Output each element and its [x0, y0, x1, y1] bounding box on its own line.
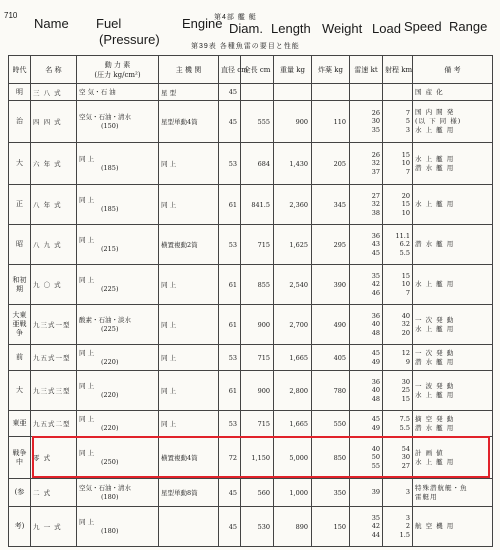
length-cell: 715 — [241, 411, 274, 437]
note-cell: 潜 水 艦 用 — [413, 225, 493, 265]
weight-cell: 1,625 — [274, 225, 312, 265]
name-cell: 八 九 式 — [31, 225, 77, 265]
speed-cell: 36 40 48 — [350, 371, 383, 411]
name-cell: 九 一 式 — [31, 507, 77, 547]
engine-cell — [159, 507, 219, 547]
engine-cell: 同 上 — [159, 185, 219, 225]
range-cell: 20 15 10 — [383, 185, 413, 225]
label-engine: Engine — [182, 16, 223, 31]
note-cell: 国 内 開 発 (以 下 同 様) 水 上 艦 用 — [413, 101, 493, 143]
range-cell: 54 30 27 — [383, 437, 413, 479]
engine-cell: 同 上 — [159, 345, 219, 371]
range-cell: 15 10 7 — [383, 143, 413, 185]
col-speed: 雷速 kt — [350, 56, 383, 84]
name-cell: 九三式三型 — [31, 371, 77, 411]
load-cell: 550 — [312, 411, 350, 437]
length-cell: 555 — [241, 101, 274, 143]
load-cell: 780 — [312, 371, 350, 411]
speed-cell: 27 32 38 — [350, 185, 383, 225]
weight-cell: 890 — [274, 507, 312, 547]
weight-cell — [274, 84, 312, 101]
note-cell: 水 上 艦 用 潜 水 艦 用 — [413, 143, 493, 185]
era-cell: 大 — [9, 143, 31, 185]
col-name: 名 称 — [31, 56, 77, 84]
speed-cell: 26 32 37 — [350, 143, 383, 185]
range-cell: 40 32 20 — [383, 305, 413, 345]
col-weight: 重量 kg — [274, 56, 312, 84]
name-cell: 九三式一型 — [31, 305, 77, 345]
table-row — [9, 101, 493, 143]
fuel-cell: 同 上 (250) — [77, 437, 159, 479]
col-length: 全長 cm — [241, 56, 274, 84]
speed-cell: 26 30 35 — [350, 101, 383, 143]
weight-cell: 1,665 — [274, 411, 312, 437]
label-weight: Weight — [322, 21, 363, 36]
length-cell: 841.5 — [241, 185, 274, 225]
era-cell: 大東亜戦争 — [9, 305, 31, 345]
range-cell: 15 10 7 — [383, 265, 413, 305]
note-cell: 国 産 化 — [413, 84, 493, 101]
table-row — [9, 411, 493, 437]
weight-cell: 5,000 — [274, 437, 312, 479]
load-cell: 405 — [312, 345, 350, 371]
weight-cell: 2,540 — [274, 265, 312, 305]
engine-cell: 同 上 — [159, 143, 219, 185]
era-cell: 和初期 — [9, 265, 31, 305]
fuel-cell: 同 上 (220) — [77, 345, 159, 371]
col-diam: 直径 cm — [219, 56, 241, 84]
col-engine: 主 機 関 — [159, 56, 219, 84]
length-cell: 684 — [241, 143, 274, 185]
fuel-cell: 同 上 (220) — [77, 411, 159, 437]
name-cell: 九五式一型 — [31, 345, 77, 371]
table-row — [9, 479, 493, 507]
fuel-cell: 空気・石油・清水 (150) — [77, 101, 159, 143]
label-range: Range — [449, 19, 488, 34]
era-cell: 昭 — [9, 225, 31, 265]
diam-cell: 45 — [219, 507, 241, 547]
table-row — [9, 185, 493, 225]
weight-cell: 2,700 — [274, 305, 312, 345]
speed-cell: 40 50 55 — [350, 437, 383, 479]
fuel-cell: 同 上 (225) — [77, 265, 159, 305]
load-cell: 205 — [312, 143, 350, 185]
range-cell: 7.5 5.5 — [383, 411, 413, 437]
table-row — [9, 507, 493, 547]
name-cell: 九 〇 式 — [31, 265, 77, 305]
weight-cell: 900 — [274, 101, 312, 143]
engine-cell: 同 上 — [159, 371, 219, 411]
engine-cell: 横置複動4筒 — [159, 437, 219, 479]
note-cell: 水 上 艦 用 — [413, 185, 493, 225]
note-cell: 航 空 機 用 — [413, 507, 493, 547]
table-row — [9, 305, 493, 345]
length-cell: 560 — [241, 479, 274, 507]
length-cell: 900 — [241, 371, 274, 411]
era-cell: (参 — [9, 479, 31, 507]
era-cell: 明 — [9, 84, 31, 101]
diam-cell: 45 — [219, 84, 241, 101]
fuel-cell: 同 上 (215) — [77, 225, 159, 265]
diam-cell: 61 — [219, 265, 241, 305]
engine-cell: 横置複動2筒 — [159, 225, 219, 265]
range-cell: 30 25 15 — [383, 371, 413, 411]
range-cell: 7 5 3 — [383, 101, 413, 143]
diam-cell: 61 — [219, 185, 241, 225]
fuel-cell: 空気・石油・清水 (180) — [77, 479, 159, 507]
era-cell: 東亜 — [9, 411, 31, 437]
length-cell: 715 — [241, 345, 274, 371]
note-cell: 一 次 発 動 水 上 艦 用 — [413, 305, 493, 345]
length-cell: 855 — [241, 265, 274, 305]
weight-cell: 1,665 — [274, 345, 312, 371]
col-load: 炸薬 kg — [312, 56, 350, 84]
page-number: 710 — [4, 11, 18, 20]
name-cell: 四 四 式 — [31, 101, 77, 143]
weight-cell: 2,360 — [274, 185, 312, 225]
engine-cell: 同 上 — [159, 305, 219, 345]
col-fuel: 動 力 素 (圧力 kg/cm²) — [77, 56, 159, 84]
load-cell: 110 — [312, 101, 350, 143]
load-cell: 490 — [312, 305, 350, 345]
col-note: 備 考 — [413, 56, 493, 84]
length-cell: 715 — [241, 225, 274, 265]
fuel-cell: 空 気・石 油 — [77, 84, 159, 101]
table-row — [9, 84, 493, 101]
speed-cell: 39 — [350, 479, 383, 507]
weight-cell: 2,800 — [274, 371, 312, 411]
note-cell: 摘 空 発 動 潜 水 艦 用 — [413, 411, 493, 437]
engine-cell: 星 型 — [159, 84, 219, 101]
label-length: Length — [271, 21, 311, 36]
fuel-cell: 同 上 (180) — [77, 507, 159, 547]
note-cell: 計 画 値 水 上 艦 用 — [413, 437, 493, 479]
label-load: Load — [372, 21, 401, 36]
name-cell: 零 式 — [31, 437, 77, 479]
table-row — [9, 345, 493, 371]
fuel-cell: 同 上 (185) — [77, 185, 159, 225]
load-cell: 150 — [312, 507, 350, 547]
engine-cell: 星型単動4筒 — [159, 101, 219, 143]
diam-cell: 53 — [219, 143, 241, 185]
length-cell: 1,150 — [241, 437, 274, 479]
diam-cell: 45 — [219, 101, 241, 143]
section-title: 第4部 艦 艇 — [214, 14, 257, 21]
load-cell: 295 — [312, 225, 350, 265]
length-cell: 900 — [241, 305, 274, 345]
diam-cell: 72 — [219, 437, 241, 479]
fuel-cell: 酸素・石油・淡水 (225) — [77, 305, 159, 345]
speed-cell: 35 42 46 — [350, 265, 383, 305]
range-cell: 3 — [383, 479, 413, 507]
era-cell: 正 — [9, 185, 31, 225]
note-cell: 特殊潜航艇・魚 雷艇用 — [413, 479, 493, 507]
load-cell: 350 — [312, 479, 350, 507]
speed-cell: 35 42 44 — [350, 507, 383, 547]
table-row — [9, 143, 493, 185]
name-cell: 二 式 — [31, 479, 77, 507]
speed-cell — [350, 84, 383, 101]
label-name: Name — [34, 16, 69, 31]
diam-cell: 45 — [219, 479, 241, 507]
name-cell: 六 年 式 — [31, 143, 77, 185]
length-cell: 530 — [241, 507, 274, 547]
diam-cell: 61 — [219, 371, 241, 411]
range-cell: 3 2 1.5 — [383, 507, 413, 547]
note-cell: 水 上 艦 用 — [413, 265, 493, 305]
fuel-cell: 同 上 (220) — [77, 371, 159, 411]
name-cell: 三 八 式 — [31, 84, 77, 101]
torpedo-spec-table — [8, 55, 493, 547]
range-cell: 11.1 6.2 5.5 — [383, 225, 413, 265]
weight-cell: 1,430 — [274, 143, 312, 185]
name-cell: 八 年 式 — [31, 185, 77, 225]
range-cell: 12 9 — [383, 345, 413, 371]
label-fuel: Fuel — [96, 16, 122, 31]
label-speed: Speed — [404, 19, 442, 34]
era-cell: 治 — [9, 101, 31, 143]
era-cell: 大 — [9, 371, 31, 411]
diam-cell: 53 — [219, 345, 241, 371]
table-row — [9, 225, 493, 265]
table-title: 第39表 各種魚雷の要目と性能 — [191, 43, 300, 50]
era-cell: 戦争中 — [9, 437, 31, 479]
name-cell: 九五式二型 — [31, 411, 77, 437]
weight-cell: 1,000 — [274, 479, 312, 507]
era-cell: 前 — [9, 345, 31, 371]
table-row — [9, 437, 493, 479]
table-header-row — [9, 56, 493, 84]
load-cell: 850 — [312, 437, 350, 479]
speed-cell: 45 49 — [350, 345, 383, 371]
speed-cell: 45 49 — [350, 411, 383, 437]
col-range: 射程 km — [383, 56, 413, 84]
range-cell — [383, 84, 413, 101]
engine-cell: 同 上 — [159, 411, 219, 437]
speed-cell: 36 43 45 — [350, 225, 383, 265]
note-cell: 一 次 発 動 潜 水 艦 用 — [413, 345, 493, 371]
label-diam: Diam. — [229, 21, 263, 36]
label-pressure: (Pressure) — [99, 32, 160, 47]
engine-cell: 同 上 — [159, 265, 219, 305]
note-cell: 一 波 発 動 水 上 艦 用 — [413, 371, 493, 411]
table-row — [9, 265, 493, 305]
table-row — [9, 371, 493, 411]
length-cell — [241, 84, 274, 101]
speed-cell: 36 40 48 — [350, 305, 383, 345]
diam-cell: 53 — [219, 225, 241, 265]
engine-cell: 星型単動8筒 — [159, 479, 219, 507]
col-era: 時代 — [9, 56, 31, 84]
diam-cell: 53 — [219, 411, 241, 437]
era-cell: 考) — [9, 507, 31, 547]
load-cell: 390 — [312, 265, 350, 305]
load-cell: 345 — [312, 185, 350, 225]
load-cell — [312, 84, 350, 101]
fuel-cell: 同 上 (185) — [77, 143, 159, 185]
diam-cell: 61 — [219, 305, 241, 345]
